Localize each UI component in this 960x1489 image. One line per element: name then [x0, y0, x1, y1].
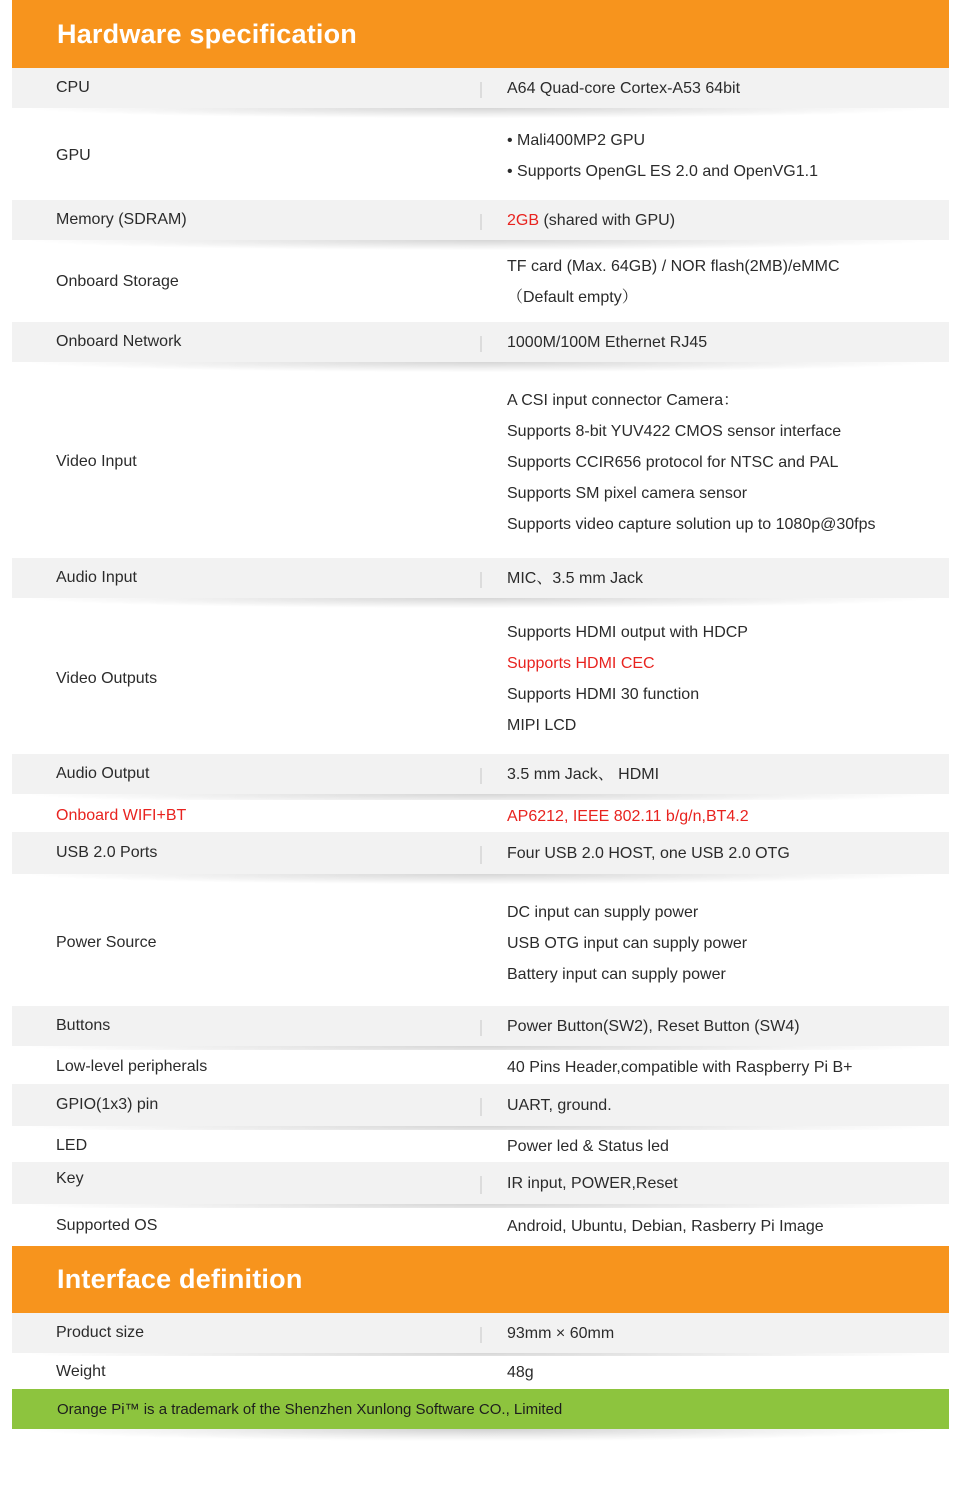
spec-row-video-input	[12, 384, 949, 540]
spec-value-highlight: AP6212, IEEE 802.11 b/g/n,BT4.2	[507, 807, 749, 825]
spec-row-video-outputs	[12, 616, 949, 742]
spec-value: A64 Quad-core Cortex-A53 64bit	[507, 79, 741, 97]
spec-row-power	[12, 893, 949, 993]
spec-row-memory	[12, 200, 949, 240]
spec-row-led	[12, 1130, 949, 1162]
spec-value: 48g	[507, 1363, 534, 1381]
spec-label: Product size	[56, 1324, 145, 1341]
spec-label: Buttons	[56, 1017, 111, 1034]
spec-row-network	[12, 322, 949, 362]
spec-value: Power Button(SW2), Reset Button (SW4)	[507, 1017, 800, 1035]
spec-value-line: Supports HDMI output with HDCP	[507, 624, 748, 641]
spec-row-key	[12, 1162, 949, 1204]
interface-definition-header	[12, 1246, 949, 1313]
spec-value-line: Supports SM pixel camera sensor	[507, 484, 748, 502]
spec-value-line: Supports HDMI 30 function	[507, 686, 700, 703]
highlight-value: 2GB	[507, 211, 540, 229]
spec-value-line: USB OTG input can supply power	[507, 934, 748, 952]
spec-row-cpu	[12, 68, 949, 108]
spec-value: 93mm × 60mm	[507, 1324, 615, 1342]
spec-row-audio-output	[12, 754, 949, 794]
spec-label: USB 2.0 Ports	[56, 844, 158, 861]
spec-value-line: Battery input can supply power	[507, 965, 726, 983]
spec-label: Onboard Storage	[56, 273, 179, 290]
spec-label: GPIO(1x3) pin	[56, 1096, 159, 1113]
spec-label: Weight	[56, 1363, 106, 1380]
hardware-spec-title: Hardware specification	[57, 18, 358, 49]
hardware-spec-header	[12, 0, 949, 68]
spec-label: LED	[56, 1137, 88, 1154]
spec-label: Audio Input	[56, 569, 137, 586]
spec-value: MIC、3.5 mm Jack	[507, 569, 644, 587]
spec-value-line: （Default empty）	[507, 289, 638, 306]
spec-label: Onboard Network	[56, 333, 182, 350]
spec-label: Power Source	[56, 934, 157, 951]
spec-value-line: DC input can supply power	[507, 903, 699, 921]
spec-value-line: A CSI input connector Camera：	[507, 391, 740, 409]
spec-value-line: TF card (Max. 64GB) / NOR flash(2MB)/eMMC	[507, 258, 840, 275]
spec-row-usb	[12, 832, 949, 874]
spec-label: Supported OS	[56, 1217, 158, 1234]
spec-label: Key	[56, 1170, 84, 1187]
spec-value-line: Supports 8-bit YUV422 CMOS sensor interface	[507, 422, 842, 440]
spec-label: GPU	[56, 147, 91, 164]
spec-row-low-level	[12, 1050, 949, 1084]
spec-value-line: Supports CCIR656 protocol for NTSC and PAL	[507, 453, 839, 471]
spec-label: Low-level peripherals	[56, 1058, 208, 1075]
spec-row-storage	[12, 250, 949, 314]
spec-value: 1000M/100M Ethernet RJ45	[507, 333, 708, 351]
spec-value: Power led & Status led	[507, 1137, 669, 1155]
trademark-text: Orange Pi™ is a trademark of the Shenzhen Xunlong Software CO., Limited	[57, 1400, 563, 1418]
spec-label: CPU	[56, 79, 90, 96]
spec-row-os	[12, 1208, 949, 1244]
spec-value: UART, ground.	[507, 1096, 612, 1114]
spec-label: Audio Output	[56, 765, 150, 782]
spec-row-wifi-bt	[12, 800, 949, 832]
trademark-footer	[12, 1389, 949, 1429]
spec-row-buttons	[12, 1006, 949, 1046]
spec-label: Video Outputs	[56, 670, 158, 687]
spec-value-line: MIPI LCD	[507, 717, 577, 734]
spec-label: Memory (SDRAM)	[56, 211, 187, 228]
spec-label: Video Input	[56, 453, 137, 470]
spec-label-highlight: Onboard WIFI+BT	[56, 807, 187, 824]
spec-value: Android, Ubuntu, Debian, Rasberry Pi Image	[507, 1217, 824, 1235]
spec-value: 3.5 mm Jack、 HDMI	[507, 765, 660, 783]
spec-value-line: • Mali400MP2 GPU	[507, 132, 646, 149]
spec-value: Four USB 2.0 HOST, one USB 2.0 OTG	[507, 844, 790, 862]
spec-row-product-size	[12, 1313, 949, 1353]
spec-row-weight	[12, 1356, 949, 1388]
spec-value: 40 Pins Header,compatible with Raspberry Pi B+	[507, 1058, 853, 1076]
spec-row-audio-input	[12, 558, 949, 598]
spec-value-line: Supports video capture solution up to 1080p@30fps	[507, 515, 876, 533]
spec-row-gpio	[12, 1084, 949, 1126]
spec-value-line: • Supports OpenGL ES 2.0 and OpenVG1.1	[507, 163, 818, 180]
spec-row-gpu	[12, 124, 949, 188]
interface-definition-title: Interface definition	[57, 1264, 303, 1294]
spec-value-rest: (shared with GPU)	[539, 211, 676, 229]
spec-value	[507, 205, 939, 236]
spec-value-line-highlight: Supports HDMI CEC	[507, 655, 655, 672]
spec-value: IR input, POWER,Reset	[507, 1174, 678, 1192]
